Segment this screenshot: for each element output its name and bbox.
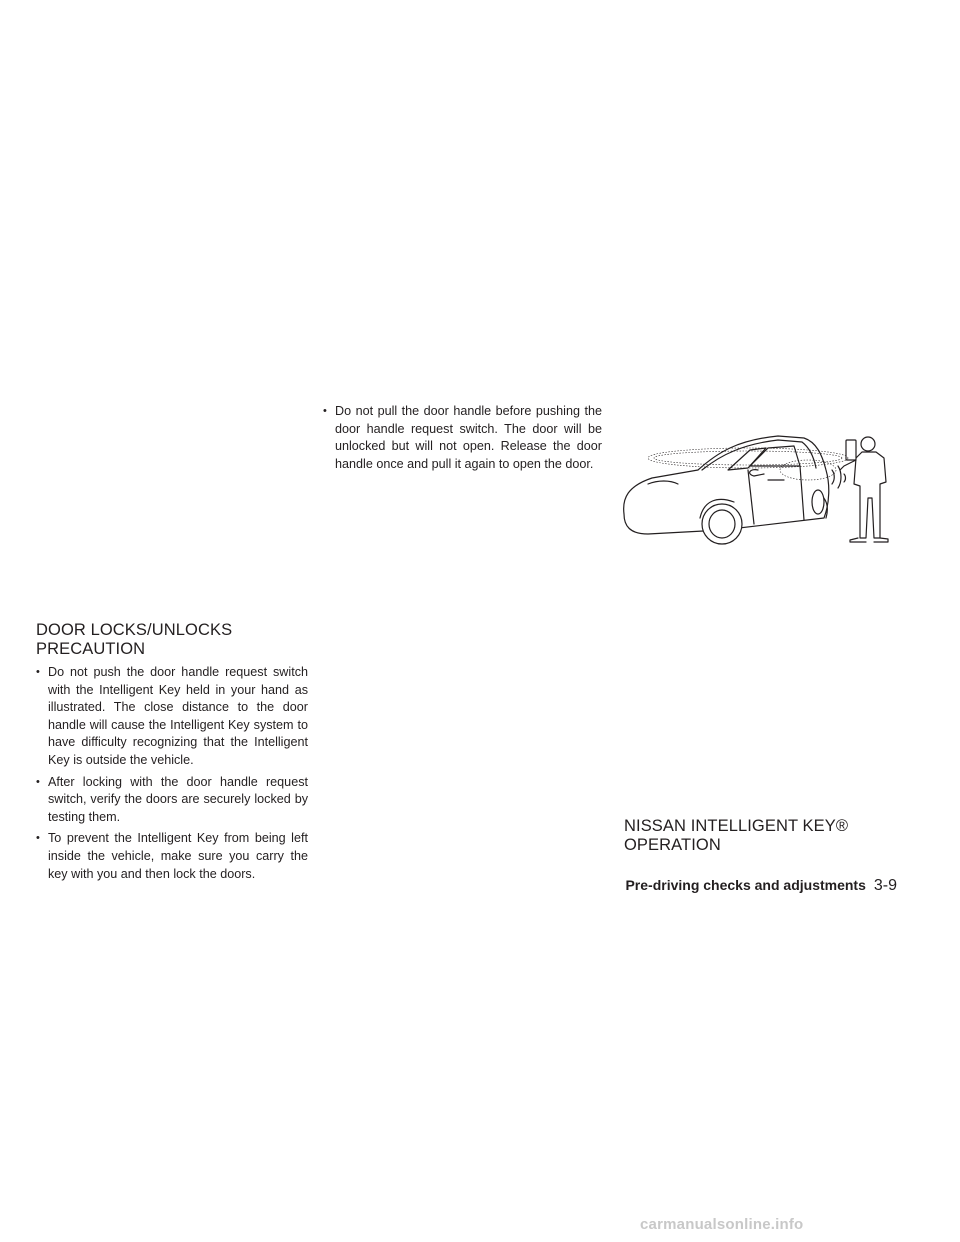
car-and-person-drawing (618, 418, 898, 558)
footer-section-title: Pre-driving checks and adjustments (625, 877, 866, 893)
intelligent-key-heading: NISSAN INTELLIGENT KEY® OPERATION (624, 817, 849, 854)
list-item: • After locking with the door handle request switch, verify the doors are securely locked by testing them. (36, 774, 308, 827)
door-locks-precaution-section (36, 621, 308, 887)
page-number: 3-9 (873, 877, 897, 894)
list-item: • Do not push the door handle request switch with the Intelligent Key held in your hand as illustrated. The close distance to the door handle will cause the Intelligent Key system to have difficulty recognizing that the Intelligent Key is outside the vehicle. (36, 664, 308, 770)
watermark: carmanualsonline.info (640, 1216, 804, 1233)
list-item: • Do not pull the door handle before pushing the door handle request switch. The door will be unlocked but will not open. Release the door handle once and pull it again to open the door. (323, 403, 602, 473)
list-item: • To prevent the Intelligent Key from being left inside the vehicle, make sure you carry the key with you and then lock the doors. (36, 830, 308, 883)
door-handle-list (323, 403, 602, 473)
door-handle-note-section (323, 403, 602, 477)
page-footer (605, 877, 897, 895)
precaution-list (36, 664, 308, 883)
intelligent-key-operation-section (624, 817, 924, 855)
door-locks-heading: DOOR LOCKS/UNLOCKS PRECAUTION (36, 621, 233, 658)
intelligent-key-illustration (618, 418, 898, 558)
